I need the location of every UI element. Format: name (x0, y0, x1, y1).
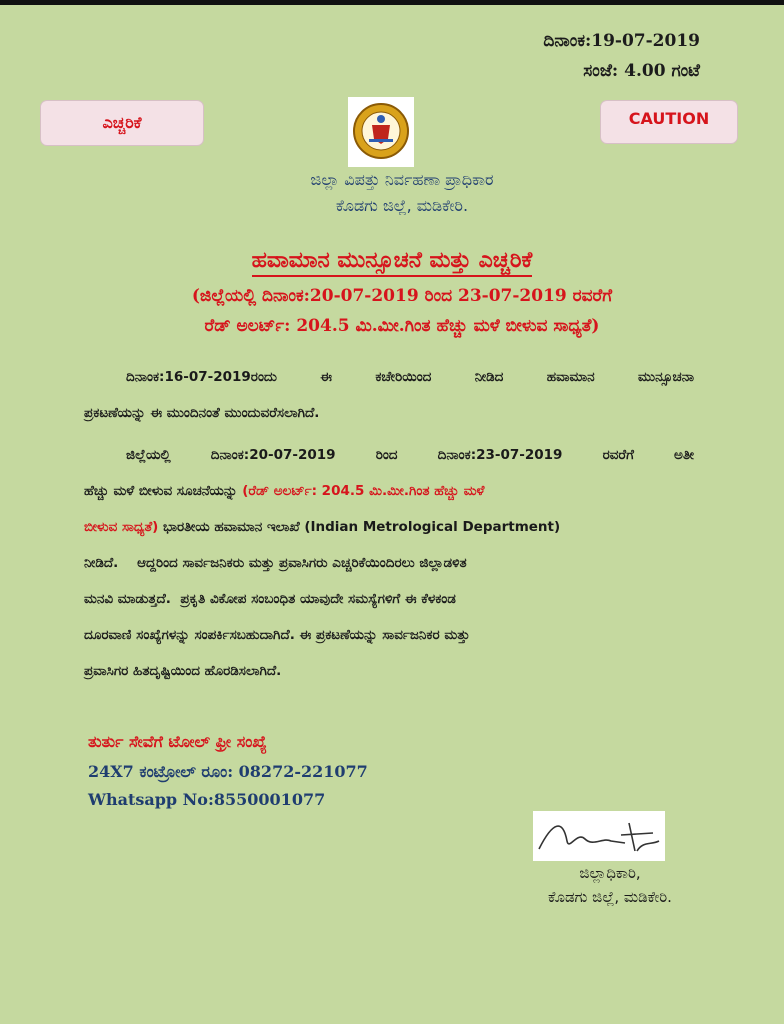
caution-badge (600, 100, 738, 144)
top-border (0, 0, 784, 5)
body-text: ಜಿಲ್ಲೆಯಲ್ಲಿ ದಿನಾಂಕ:20-07-2019 ರಿಂದ ದಿನಾಂಕ:23-07-2019 ರವರೆಗೆ ಅತೀ (126, 447, 694, 463)
notice-title (0, 248, 784, 273)
body-text: ದೂರವಾಣಿ ಸಂಖ್ಯೆಗಳನ್ನು ಸಂಪರ್ಕಿಸಬಹುದಾಗಿದೆ. ಈ ಪ್ರಕಟಣೆಯನ್ನು ಸಾರ್ವಜನಿಕರ ಮತ್ತು (84, 627, 470, 643)
whatsapp-number: Whatsapp No:8550001077 (88, 790, 326, 809)
body-text: ಪ್ರವಾಸಿಗರ ಹಿತದೃಷ್ಟಿಯಿಂದ ಹೊರಡಿಸಲಾಗಿದೆ. (84, 663, 282, 679)
control-room-number: 24X7 ಕಂಟ್ರೋಲ್ ರೂಂ: 08272-221077 (88, 762, 368, 781)
signature-image (533, 811, 665, 861)
body-line (84, 396, 694, 430)
body-line (84, 546, 694, 580)
body-line (126, 438, 694, 472)
body-text: ಭಾರತೀಯ ಹವಾಮಾನ ಇಲಾಖೆ (158, 519, 305, 535)
notice-date: ದಿನಾಂಕ:19-07-2019 (543, 31, 700, 51)
body-text: ಮನವಿ ಮಾಡುತ್ತದೆ. ಪ್ರಕೃತಿ ವಿಕೋಪ ಸಂಬಂಧಿತ ಯಾವುದೇ ಸಮಸ್ಯೆಗಳಿಗೆ ಈ ಕೆಳಕಂಡ (84, 591, 456, 607)
karnataka-emblem-icon (348, 97, 414, 167)
warning-badge-label: ಎಚ್ಚರಿಕೆ (102, 113, 142, 132)
body-line (84, 582, 694, 616)
caution-badge-label: CAUTION (628, 109, 710, 128)
imd-english-name: (Indian Metrological Department) (304, 519, 561, 535)
office-name: ಜಿಲ್ಲಾ ವಿಪತ್ತು ನಿರ್ವಹಣಾ ಪ್ರಾಧಿಕಾರ (310, 170, 494, 189)
body-line (84, 654, 694, 688)
body-text: ನೀಡಿದೆ. ಆದ್ದರಿಂದ ಸಾರ್ವಜನಿಕರು ಮತ್ತು ಪ್ರವಾಸಿಗರು ಎಚ್ಚರಿಕೆಯಿಂದಿರಲು ಜಿಲ್ಲಾಡಳಿತ (84, 555, 467, 571)
notice-title-text: ಹವಾಮಾನ ಮುನ್ಸೂಚನೆ ಮತ್ತು ಎಚ್ಚರಿಕೆ (252, 248, 533, 277)
body-line (84, 474, 694, 508)
body-line (126, 360, 694, 394)
alert-subtitle-line2: ರೆಡ್ ಅಲರ್ಟ್: 204.5 ಮಿ.ಮೀ.ಗಿಂತ ಹೆಚ್ಚು ಮಳೆ ಬೀಳುವ ಸಾಧ್ಯತೆ) (204, 316, 600, 336)
body-line (84, 618, 694, 652)
date-time-block (543, 26, 700, 86)
body-text: ಪ್ರಕಟಣೆಯನ್ನು ಈ ಮುಂದಿನಂತೆ ಮುಂದುವರೆಸಲಾಗಿದೆ. (84, 405, 320, 421)
alert-subtitle-line1: (ಜಿಲ್ಲೆಯಲ್ಲಿ ದಿನಾಂಕ:20-07-2019 ರಿಂದ 23-07-2019 ರವರೆಗೆ (191, 286, 613, 306)
body-text: ದಿನಾಂಕ:16-07-2019ರಂದು ಈ ಕಚೇರಿಯಿಂದ ನೀಡಿದ ಹವಾಮಾನ ಮುನ್ಸೂಚನಾ (126, 369, 694, 385)
body-text: ಹೆಚ್ಚು ಮಳೆ ಬೀಳುವ ಸೂಚನೆಯನ್ನು (84, 483, 243, 499)
notice-time: ಸಂಜೆ: 4.00 ಗಂಟೆ (583, 61, 700, 81)
body-line (84, 510, 694, 544)
toll-free-heading: ತುರ್ತು ಸೇವೆಗೆ ಟೋಲ್ ಫ್ರೀ ಸಂಖ್ಯೆ (88, 732, 267, 751)
office-location: ಕೊಡಗು ಜಿಲ್ಲೆ, ಮಡಿಕೇರಿ. (335, 196, 469, 215)
signatory-title: ಜಿಲ್ಲಾಧಿಕಾರಿ, (579, 864, 641, 882)
warning-badge-kannada (40, 100, 204, 146)
red-alert-inline: ಬೀಳುವ ಸಾಧ್ಯತೆ) (84, 519, 159, 535)
red-alert-inline: (ರೆಡ್ ಅಲರ್ಟ್: 204.5 ಮಿ.ಮೀ.ಗಿಂತ ಹೆಚ್ಚು ಮಳೆ (242, 483, 485, 499)
signatory-place: ಕೊಡಗು ಜಿಲ್ಲೆ, ಮಡಿಕೇರಿ. (548, 888, 672, 906)
